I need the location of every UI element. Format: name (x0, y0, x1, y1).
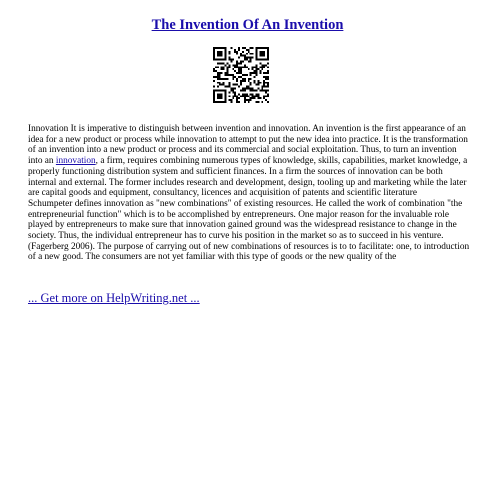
get-more-link[interactable]: ... Get more on HelpWriting.net ... (28, 291, 200, 305)
paragraph-1-text-a: Innovation It is imperative to distinguish between invention and innovation. An invention is the first appearance of an idea for a new product or process while innovation to attempt to put the new idea into practice. It is the transformation of an invention into a new product or process and its commercial and social exploitation. Thus, to turn an invention into an (28, 124, 468, 167)
qr-code-icon (213, 47, 269, 103)
innovation-link[interactable]: innovation (55, 156, 96, 167)
paragraph-2: Schumpeter defines innovation as "new combinations" of existing resources. He called the work of combination "the entrepreneurial function" which is to be accomplished by entrepreneurs. One major reason for the invaluable role played by entrepreneurs to make sure that innovation gained ground was the widespread resistance to change in the society. Thus, the individual entrepreneur has to curve his position in the market so as to succeed in his venture. (Fagerberg 2006). The purpose of carrying out of new combinations of resources is to to facilitate: one, to introduction of a new good. The consumers are not yet familiar with this type of goods or the new quality of the (28, 198, 470, 263)
document-title-link[interactable]: The Invention Of An Invention (151, 17, 344, 33)
document-body (28, 124, 473, 263)
get-more-link-container (28, 291, 200, 306)
paragraph-1 (28, 124, 473, 199)
document-title (0, 16, 495, 34)
paragraph-1-text-b: , a firm, requires combining numerous types of knowledge, skills, capabilities, market knowledge, a properly functioning distribution system and sufficient finances. In a firm the sources of innovation can be both internal and external. The former includes research and development, design, tooling up and marketing while the later are capital goods and equipment, consultancy, licences and acquisition of patents and scientific literature (28, 156, 468, 199)
